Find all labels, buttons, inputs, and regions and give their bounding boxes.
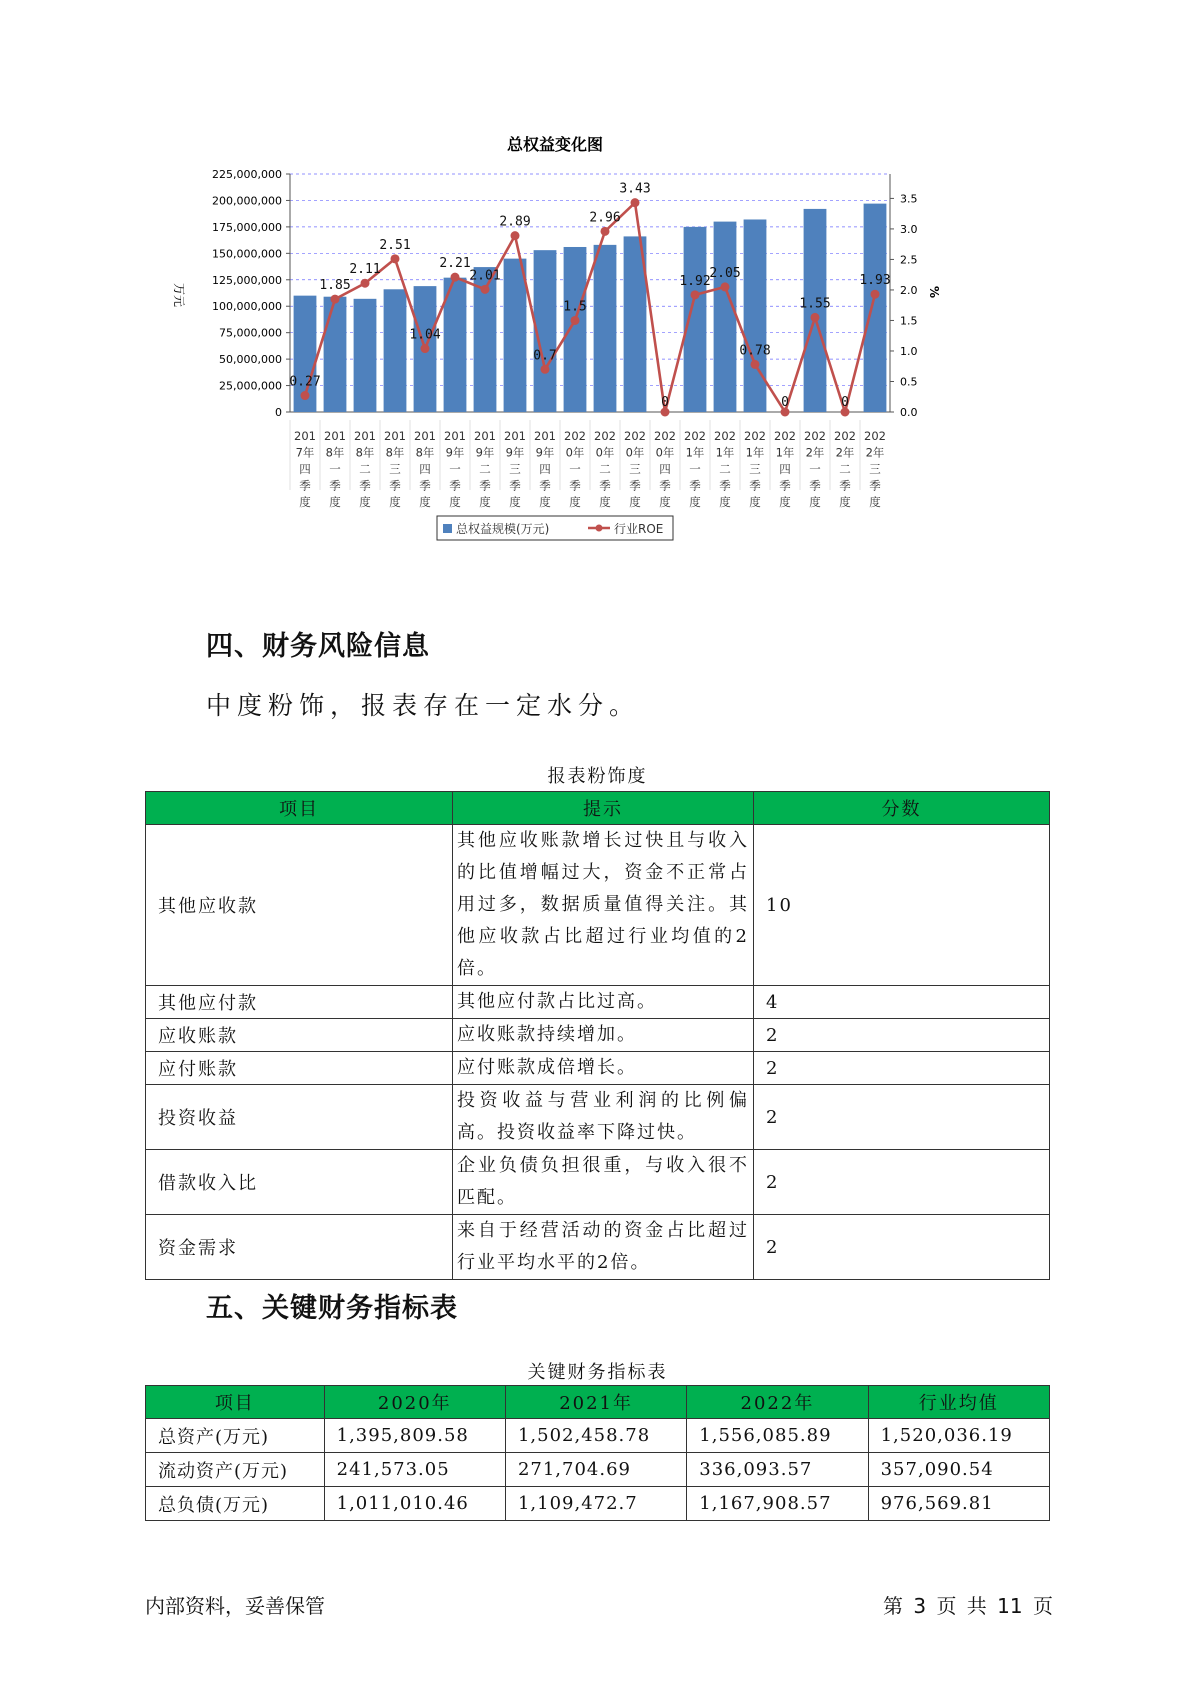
- roe-point: [331, 295, 340, 304]
- bar: [564, 247, 587, 412]
- x-tick-label: 季: [539, 478, 551, 493]
- data-label: 2.01: [469, 268, 501, 284]
- x-tick-label: 度: [359, 495, 371, 509]
- x-tick-label: 201: [294, 429, 316, 443]
- x-tick-label: 度: [539, 495, 551, 509]
- x-tick-label: 季: [719, 478, 731, 493]
- x-tick-label: 季: [479, 478, 491, 493]
- x-tick-label: 四: [419, 462, 431, 476]
- page-number: 第 3 页 共 11 页: [883, 1594, 1053, 1618]
- roe-point: [451, 273, 460, 282]
- data-label: 2.11: [349, 262, 381, 278]
- x-tick-label: 8年: [415, 445, 435, 460]
- x-tick-label: 202: [804, 429, 826, 443]
- bar: [714, 222, 737, 412]
- data-label: 0.7: [533, 348, 557, 364]
- bar: [384, 289, 407, 412]
- y2-tick-label: 3.5: [900, 192, 918, 206]
- x-tick-label: 度: [509, 495, 521, 509]
- data-label: 0: [661, 395, 669, 410]
- x-tick-label: 202: [564, 429, 586, 443]
- y2-tick-label: 0.0: [900, 406, 918, 419]
- y-tick-label: 125,000,000: [212, 273, 282, 287]
- x-tick-label: 三: [749, 462, 761, 476]
- item-cell: 应收账款: [146, 1019, 453, 1052]
- x-tick-label: 0年: [565, 445, 585, 460]
- table-row: [146, 986, 1050, 1019]
- x-tick-label: 季: [599, 478, 611, 493]
- legend-line-label: 行业ROE: [614, 522, 664, 536]
- bar: [594, 245, 617, 412]
- x-tick-label: 201: [534, 429, 556, 443]
- data-label: 1.5: [563, 299, 587, 315]
- x-tick-label: 202: [684, 429, 706, 443]
- value-cell: 1,109,472.7: [505, 1487, 686, 1521]
- x-tick-label: 202: [774, 429, 796, 443]
- x-tick-label: 度: [629, 495, 641, 509]
- risk-table: [145, 791, 1050, 1280]
- table-row: [146, 1453, 1050, 1487]
- header-cell: 项目: [146, 792, 453, 825]
- y-tick-label: 150,000,000: [212, 247, 282, 261]
- y2-axis-label: %: [927, 285, 941, 299]
- bar: [354, 299, 377, 412]
- value-cell: 1,502,458.78: [505, 1419, 686, 1453]
- x-tick-label: 二: [479, 462, 491, 476]
- x-tick-label: 0年: [655, 445, 675, 460]
- equity-chart: [160, 130, 1060, 600]
- roe-point: [811, 313, 820, 322]
- value-cell: 1,520,036.19: [868, 1419, 1049, 1453]
- x-tick-label: 三: [869, 462, 881, 476]
- value-cell: 241,573.05: [324, 1453, 505, 1487]
- roe-point: [691, 290, 700, 299]
- score-cell: 2: [754, 1215, 1050, 1280]
- value-cell: 总资产(万元): [146, 1419, 325, 1453]
- bar: [504, 259, 527, 412]
- x-tick-label: 8年: [385, 445, 405, 460]
- y2-tick-label: 2.0: [900, 283, 918, 297]
- item-cell: 投资收益: [146, 1085, 453, 1150]
- roe-point: [301, 391, 310, 400]
- x-tick-label: 季: [749, 478, 761, 493]
- x-tick-label: 202: [714, 429, 736, 443]
- x-tick-label: 度: [599, 495, 611, 509]
- table-row: [146, 1052, 1050, 1085]
- x-tick-label: 二: [599, 462, 611, 476]
- y2-tick-label: 1.5: [900, 314, 918, 328]
- chart-title: 总权益变化图: [506, 135, 604, 154]
- x-tick-label: 二: [359, 462, 371, 476]
- hint-cell: 来自于经营活动的资金占比超过行业平均水平的2倍。: [453, 1215, 754, 1280]
- score-cell: 2: [754, 1085, 1050, 1150]
- table-row: [146, 1419, 1050, 1453]
- x-tick-label: 度: [329, 495, 341, 509]
- x-tick-label: 1年: [715, 445, 735, 460]
- hint-cell: 应收账款持续增加。: [453, 1019, 754, 1052]
- x-tick-label: 1年: [685, 445, 705, 460]
- roe-point: [871, 290, 880, 299]
- x-tick-label: 201: [354, 429, 376, 443]
- y-tick-label: 225,000,000: [212, 168, 282, 181]
- x-tick-label: 一: [809, 462, 821, 476]
- footer-note: 内部资料，妥善保管: [145, 1594, 325, 1618]
- item-cell: 其他应收款: [146, 825, 453, 986]
- table-row: [146, 1019, 1050, 1052]
- risk-summary: 中度粉饰，报表存在一定水分。: [206, 691, 641, 720]
- x-tick-label: 度: [809, 495, 821, 509]
- table-row: [146, 1085, 1050, 1150]
- data-label: 0: [781, 395, 789, 410]
- hint-cell: 投资收益与营业利润的比例偏高。投资收益率下降过快。: [453, 1085, 754, 1150]
- x-tick-label: 季: [509, 478, 521, 493]
- data-label: 1.55: [799, 296, 831, 312]
- x-tick-label: 1年: [745, 445, 765, 460]
- x-tick-label: 201: [504, 429, 526, 443]
- section4-heading: 四、财务风险信息: [206, 631, 430, 662]
- header-cell: 项目: [146, 1386, 325, 1419]
- y2-tick-label: 2.5: [900, 253, 918, 267]
- table2-caption: 关键财务指标表: [527, 1362, 668, 1383]
- x-tick-label: 度: [839, 495, 851, 509]
- data-label: 3.43: [619, 181, 651, 197]
- x-tick-label: 0年: [595, 445, 615, 460]
- x-tick-label: 一: [329, 462, 341, 476]
- x-tick-label: 0年: [625, 445, 645, 460]
- x-tick-label: 202: [864, 429, 886, 443]
- item-cell: 应付账款: [146, 1052, 453, 1085]
- score-cell: 2: [754, 1019, 1050, 1052]
- y2-tick-label: 3.0: [900, 222, 918, 236]
- y-tick-label: 75,000,000: [219, 326, 282, 340]
- y-tick-label: 25,000,000: [219, 379, 282, 393]
- x-tick-label: 季: [299, 478, 311, 493]
- roe-point: [511, 231, 520, 240]
- score-cell: 2: [754, 1052, 1050, 1085]
- x-tick-label: 9年: [535, 445, 555, 460]
- x-tick-label: 2年: [835, 445, 855, 460]
- y-tick-label: 100,000,000: [212, 300, 282, 314]
- legend-bar-swatch: [443, 524, 452, 533]
- data-label: 2.21: [439, 256, 471, 272]
- score-cell: 4: [754, 986, 1050, 1019]
- x-tick-label: 度: [479, 495, 491, 509]
- header-cell: 2020年: [324, 1386, 505, 1419]
- x-tick-label: 2年: [865, 445, 885, 460]
- x-tick-label: 度: [869, 495, 881, 509]
- score-cell: 2: [754, 1150, 1050, 1215]
- x-tick-label: 度: [449, 495, 461, 509]
- header-cell: 分数: [754, 792, 1050, 825]
- hint-cell: 应付账款成倍增长。: [453, 1052, 754, 1085]
- x-tick-label: 度: [299, 495, 311, 509]
- roe-point: [541, 365, 550, 374]
- roe-point: [751, 360, 760, 369]
- x-tick-label: 202: [654, 429, 676, 443]
- header-cell: 提示: [453, 792, 754, 825]
- x-tick-label: 季: [419, 478, 431, 493]
- y-axis-label: 万元: [172, 282, 186, 308]
- table-row: [146, 1150, 1050, 1215]
- x-tick-label: 度: [719, 495, 731, 509]
- x-tick-label: 季: [869, 478, 881, 493]
- roe-point: [361, 279, 370, 288]
- table-row: [146, 1487, 1050, 1521]
- x-tick-label: 一: [569, 462, 581, 476]
- x-tick-label: 一: [689, 462, 701, 476]
- value-cell: 1,011,010.46: [324, 1487, 505, 1521]
- roe-point: [631, 198, 640, 207]
- value-cell: 336,093.57: [687, 1453, 868, 1487]
- roe-point: [571, 316, 580, 325]
- legend-line-marker: [596, 525, 603, 532]
- x-tick-label: 四: [539, 462, 551, 476]
- item-cell: 其他应付款: [146, 986, 453, 1019]
- x-tick-label: 1年: [775, 445, 795, 460]
- header-cell: 行业均值: [868, 1386, 1049, 1419]
- x-tick-label: 季: [569, 478, 581, 493]
- x-tick-label: 三: [389, 462, 401, 476]
- x-tick-label: 2年: [805, 445, 825, 460]
- x-tick-label: 201: [474, 429, 496, 443]
- x-tick-label: 9年: [505, 445, 525, 460]
- value-cell: 流动资产(万元): [146, 1453, 325, 1487]
- x-tick-label: 201: [414, 429, 436, 443]
- data-label: 2.05: [709, 265, 741, 281]
- x-tick-label: 度: [779, 495, 791, 509]
- x-tick-label: 7年: [295, 445, 315, 460]
- value-cell: 357,090.54: [868, 1453, 1049, 1487]
- score-cell: 10: [754, 825, 1050, 986]
- x-tick-label: 201: [444, 429, 466, 443]
- x-tick-label: 202: [744, 429, 766, 443]
- value-cell: 976,569.81: [868, 1487, 1049, 1521]
- roe-point: [391, 254, 400, 263]
- x-tick-label: 8年: [325, 445, 345, 460]
- data-label: 1.04: [409, 327, 441, 343]
- roe-point: [421, 344, 430, 353]
- x-tick-label: 季: [329, 478, 341, 493]
- table1-caption: 报表粉饰度: [547, 766, 648, 787]
- x-tick-label: 201: [384, 429, 406, 443]
- x-tick-label: 季: [839, 478, 851, 493]
- section5-heading: 五、关键财务指标表: [206, 1293, 458, 1324]
- value-cell: 1,395,809.58: [324, 1419, 505, 1453]
- x-tick-label: 三: [509, 462, 521, 476]
- x-tick-label: 度: [689, 495, 701, 509]
- data-label: 2.96: [589, 210, 621, 226]
- data-label: 0: [841, 395, 849, 410]
- x-tick-label: 度: [419, 495, 431, 509]
- table-row: [146, 825, 1050, 986]
- x-tick-label: 二: [719, 462, 731, 476]
- roe-point: [481, 285, 490, 294]
- x-tick-label: 季: [659, 478, 671, 493]
- data-label: 2.89: [499, 214, 531, 230]
- x-tick-label: 201: [324, 429, 346, 443]
- value-cell: 271,704.69: [505, 1453, 686, 1487]
- x-tick-label: 度: [569, 495, 581, 509]
- x-tick-label: 季: [809, 478, 821, 493]
- y-tick-label: 0: [275, 406, 282, 419]
- data-label: 1.92: [679, 273, 711, 289]
- indicator-table: [145, 1385, 1050, 1521]
- x-tick-label: 202: [624, 429, 646, 443]
- y2-tick-label: 1.0: [900, 344, 918, 358]
- bar: [684, 227, 707, 412]
- value-cell: 1,556,085.89: [687, 1419, 868, 1453]
- x-tick-label: 202: [594, 429, 616, 443]
- x-tick-label: 202: [834, 429, 856, 443]
- hint-cell: 其他应收账款增长过快且与收入的比值增幅过大，资金不正常占用过多，数据质量值得关注。其他应收款占比超过行业均值的2倍。: [453, 825, 754, 986]
- bar: [864, 204, 887, 412]
- x-tick-label: 季: [689, 478, 701, 493]
- roe-point: [721, 282, 730, 291]
- roe-point: [601, 227, 610, 236]
- data-label: 1.93: [859, 273, 891, 289]
- item-cell: 借款收入比: [146, 1150, 453, 1215]
- legend-bar-label: 总权益规模(万元): [456, 522, 550, 536]
- x-tick-label: 9年: [445, 445, 465, 460]
- x-tick-label: 二: [839, 462, 851, 476]
- x-tick-label: 四: [659, 462, 671, 476]
- value-cell: 总负债(万元): [146, 1487, 325, 1521]
- x-tick-label: 季: [389, 478, 401, 493]
- x-tick-label: 季: [359, 478, 371, 493]
- header-cell: 2022年: [687, 1386, 868, 1419]
- table-header-row: [146, 792, 1050, 825]
- table-row: [146, 1215, 1050, 1280]
- x-tick-label: 9年: [475, 445, 495, 460]
- y-tick-label: 200,000,000: [212, 194, 282, 208]
- data-label: 1.85: [319, 278, 351, 294]
- data-label: 0.27: [289, 374, 321, 390]
- data-label: 0.78: [739, 343, 771, 359]
- x-tick-label: 三: [629, 462, 641, 476]
- item-cell: 资金需求: [146, 1215, 453, 1280]
- bar: [744, 219, 767, 412]
- header-cell: 2021年: [505, 1386, 686, 1419]
- hint-cell: 其他应付款占比过高。: [453, 986, 754, 1019]
- x-tick-label: 度: [749, 495, 761, 509]
- x-tick-label: 四: [779, 462, 791, 476]
- y-tick-label: 50,000,000: [219, 353, 282, 367]
- x-tick-label: 四: [299, 462, 311, 476]
- table-header-row: [146, 1386, 1050, 1419]
- x-tick-label: 一: [449, 462, 461, 476]
- bar: [324, 297, 347, 412]
- x-tick-label: 度: [659, 495, 671, 509]
- x-tick-label: 8年: [355, 445, 375, 460]
- hint-cell: 企业负债负担很重，与收入很不匹配。: [453, 1150, 754, 1215]
- y2-tick-label: 0.5: [900, 375, 918, 389]
- value-cell: 1,167,908.57: [687, 1487, 868, 1521]
- y-tick-label: 175,000,000: [212, 220, 282, 234]
- x-tick-label: 季: [449, 478, 461, 493]
- x-tick-label: 季: [629, 478, 641, 493]
- x-tick-label: 度: [389, 495, 401, 509]
- data-label: 2.51: [379, 237, 411, 253]
- x-tick-label: 季: [779, 478, 791, 493]
